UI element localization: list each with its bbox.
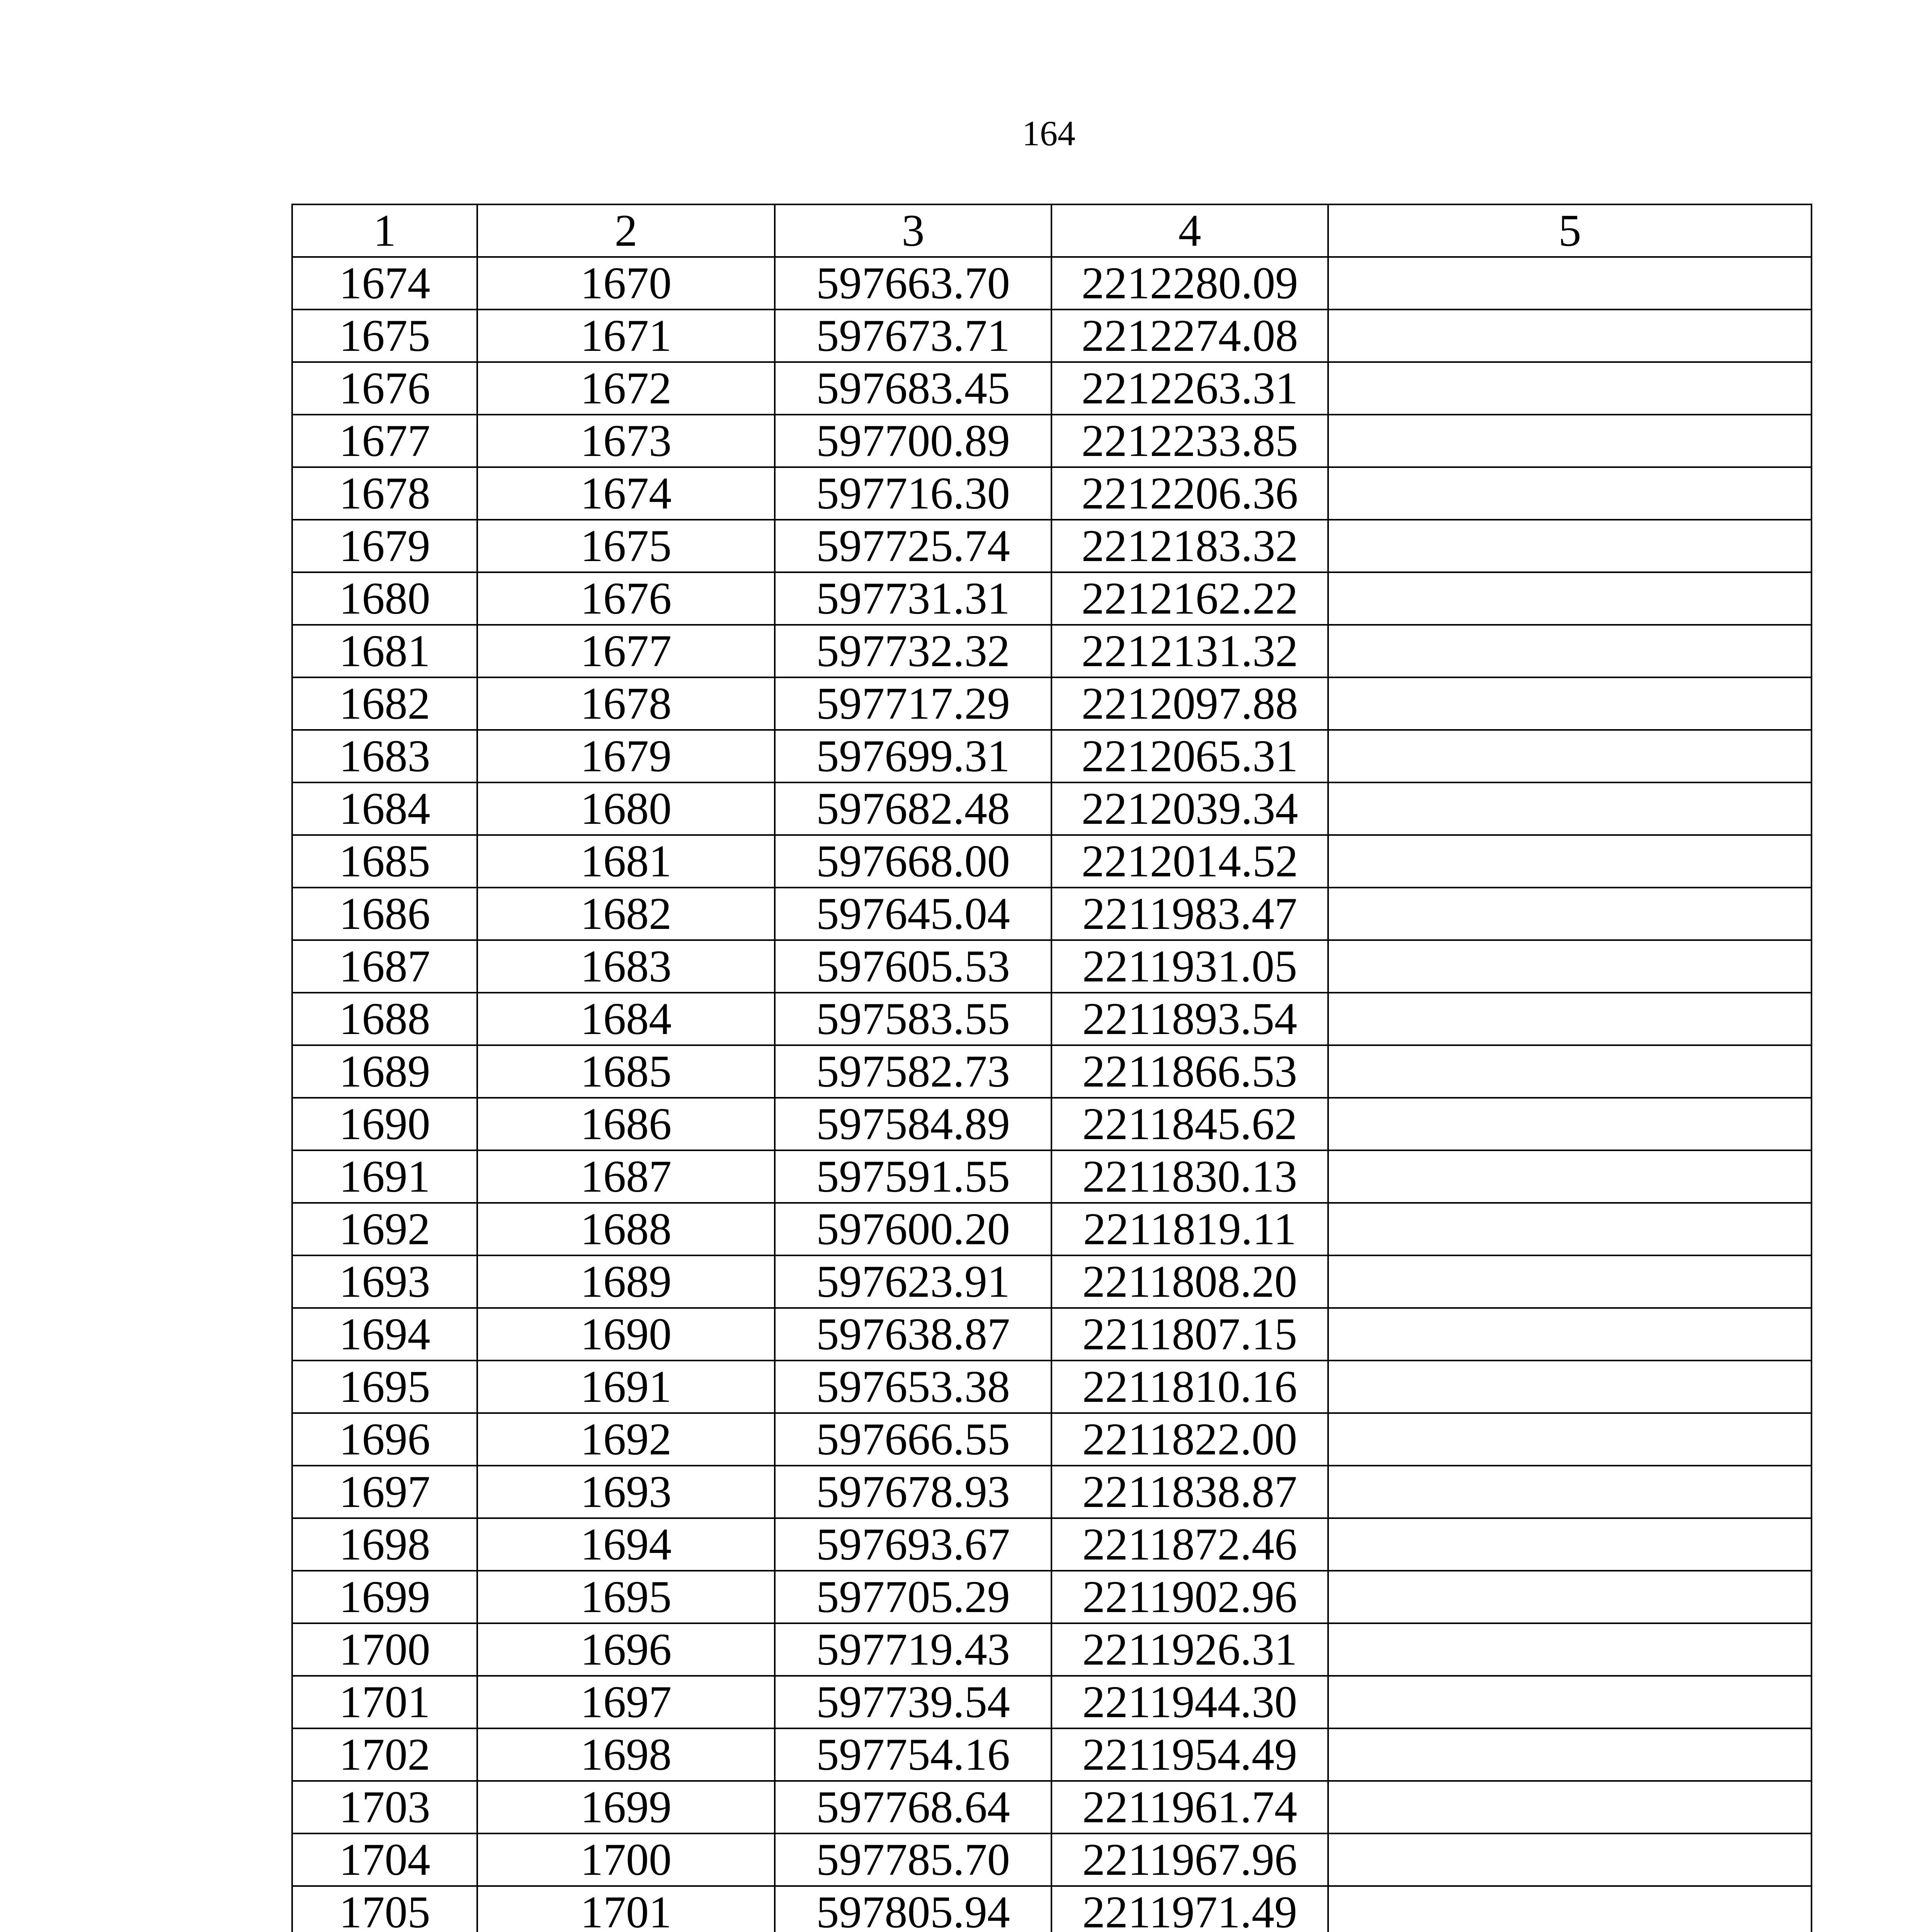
table-cell: 1702 [292, 1728, 477, 1781]
table-cell: 2211893.54 [1051, 993, 1328, 1045]
table-cell: 2212263.31 [1051, 362, 1328, 415]
table-cell: 2211866.53 [1051, 1045, 1328, 1098]
table-cell: 1704 [292, 1833, 477, 1886]
table-cell [1328, 1781, 1812, 1833]
table-cell: 2212274.08 [1051, 310, 1328, 362]
table-cell: 597805.94 [775, 1886, 1051, 1932]
table-cell: 1683 [477, 940, 775, 993]
table-row [292, 1571, 1812, 1623]
table-row [292, 677, 1812, 730]
table-header-row [292, 204, 1812, 257]
table-row [292, 1098, 1812, 1150]
table-cell [1328, 257, 1812, 310]
table-cell: 2212183.32 [1051, 520, 1328, 572]
table-cell: 1696 [477, 1623, 775, 1676]
table-row [292, 1308, 1812, 1361]
table-cell: 2212097.88 [1051, 677, 1328, 730]
table-row [292, 1255, 1812, 1308]
table-cell [1328, 467, 1812, 520]
table-cell: 2211967.96 [1051, 1833, 1328, 1886]
column-header: 3 [775, 204, 1051, 257]
table-cell [1328, 362, 1812, 415]
table-row [292, 993, 1812, 1045]
table-row [292, 940, 1812, 993]
table-cell [1328, 1203, 1812, 1255]
table-cell: 1671 [477, 310, 775, 362]
table-cell: 2211808.20 [1051, 1255, 1328, 1308]
table-cell: 1699 [477, 1781, 775, 1833]
table-row [292, 257, 1812, 310]
table-cell: 1691 [292, 1150, 477, 1203]
table-row [292, 1728, 1812, 1781]
table-cell [1328, 1045, 1812, 1098]
table-cell: 597699.31 [775, 730, 1051, 782]
table-cell: 1688 [477, 1203, 775, 1255]
table-cell: 1694 [477, 1518, 775, 1571]
table-cell [1328, 835, 1812, 888]
table-cell: 2211830.13 [1051, 1150, 1328, 1203]
table-cell: 597582.73 [775, 1045, 1051, 1098]
table-cell: 597666.55 [775, 1413, 1051, 1466]
table-cell [1328, 1518, 1812, 1571]
table-cell: 597673.71 [775, 310, 1051, 362]
table-cell: 2212280.09 [1051, 257, 1328, 310]
table-cell: 597705.29 [775, 1571, 1051, 1623]
table-cell [1328, 1728, 1812, 1781]
table-cell: 597605.53 [775, 940, 1051, 993]
table-cell: 597717.29 [775, 677, 1051, 730]
table-cell: 2211822.00 [1051, 1413, 1328, 1466]
table-cell: 2211961.74 [1051, 1781, 1328, 1833]
table-cell: 597682.48 [775, 782, 1051, 835]
table-cell: 1701 [477, 1886, 775, 1932]
table-cell: 597693.67 [775, 1518, 1051, 1571]
table-row [292, 1150, 1812, 1203]
table-row [292, 730, 1812, 782]
table-cell: 1677 [477, 625, 775, 677]
table-cell [1328, 888, 1812, 940]
column-header: 2 [477, 204, 775, 257]
table-cell [1328, 520, 1812, 572]
table-cell: 1699 [292, 1571, 477, 1623]
table-cell: 2211944.30 [1051, 1676, 1328, 1728]
table-cell: 1687 [292, 940, 477, 993]
table-cell: 2211926.31 [1051, 1623, 1328, 1676]
table-cell: 2212233.85 [1051, 415, 1328, 467]
table-cell: 2211845.62 [1051, 1098, 1328, 1150]
table-cell: 1674 [292, 257, 477, 310]
table-row [292, 1203, 1812, 1255]
table-cell: 597732.32 [775, 625, 1051, 677]
table-cell: 597719.43 [775, 1623, 1051, 1676]
table-cell: 2212065.31 [1051, 730, 1328, 782]
table-cell: 1690 [292, 1098, 477, 1150]
table-cell [1328, 1255, 1812, 1308]
table-cell: 1673 [477, 415, 775, 467]
table-cell: 1691 [477, 1361, 775, 1413]
table-row [292, 1361, 1812, 1413]
table-cell: 1686 [292, 888, 477, 940]
table-cell: 2211902.96 [1051, 1571, 1328, 1623]
table-cell: 597638.87 [775, 1308, 1051, 1361]
table-cell: 597623.91 [775, 1255, 1051, 1308]
table-cell: 597645.04 [775, 888, 1051, 940]
table-cell: 1695 [477, 1571, 775, 1623]
table-row [292, 1676, 1812, 1728]
table-cell: 597700.89 [775, 415, 1051, 467]
table-cell: 1696 [292, 1413, 477, 1466]
table-cell [1328, 1150, 1812, 1203]
table-cell: 2212162.22 [1051, 572, 1328, 625]
table-cell: 2211983.47 [1051, 888, 1328, 940]
table-row [292, 362, 1812, 415]
table-cell: 1670 [477, 257, 775, 310]
table-cell [1328, 1676, 1812, 1728]
table-cell: 597731.31 [775, 572, 1051, 625]
table-cell: 1676 [292, 362, 477, 415]
table-cell: 2211971.49 [1051, 1886, 1328, 1932]
table-cell: 597591.55 [775, 1150, 1051, 1203]
table-cell [1328, 1361, 1812, 1413]
table-cell: 1693 [477, 1466, 775, 1518]
table-cell: 597754.16 [775, 1728, 1051, 1781]
table-cell [1328, 1571, 1812, 1623]
table-cell: 1698 [292, 1518, 477, 1571]
table-cell: 1690 [477, 1308, 775, 1361]
table-row [292, 782, 1812, 835]
table-cell: 597653.38 [775, 1361, 1051, 1413]
table-cell: 1684 [477, 993, 775, 1045]
table-cell: 597683.45 [775, 362, 1051, 415]
table-cell: 1681 [477, 835, 775, 888]
table-cell: 1679 [477, 730, 775, 782]
table-cell: 1695 [292, 1361, 477, 1413]
column-header: 4 [1051, 204, 1328, 257]
table-cell: 1697 [477, 1676, 775, 1728]
table-cell [1328, 730, 1812, 782]
table-cell [1328, 310, 1812, 362]
table-cell: 2211807.15 [1051, 1308, 1328, 1361]
table-cell: 2211838.87 [1051, 1466, 1328, 1518]
table-cell [1328, 572, 1812, 625]
table-cell: 1683 [292, 730, 477, 782]
table-row [292, 1518, 1812, 1571]
table-cell: 597678.93 [775, 1466, 1051, 1518]
table-cell: 597600.20 [775, 1203, 1051, 1255]
table-cell [1328, 1623, 1812, 1676]
table-cell: 1677 [292, 415, 477, 467]
table-cell [1328, 1466, 1812, 1518]
table-cell: 1675 [477, 520, 775, 572]
table-cell: 1694 [292, 1308, 477, 1361]
table-cell: 1700 [477, 1833, 775, 1886]
table-cell: 1698 [477, 1728, 775, 1781]
table-row [292, 1833, 1812, 1886]
table-cell: 597739.54 [775, 1676, 1051, 1728]
table-row [292, 415, 1812, 467]
table-cell: 1679 [292, 520, 477, 572]
table-row [292, 572, 1812, 625]
table-row [292, 888, 1812, 940]
table-cell: 1705 [292, 1886, 477, 1932]
table-row [292, 310, 1812, 362]
table-cell: 1681 [292, 625, 477, 677]
coordinates-table [291, 204, 1812, 1932]
table-cell: 1687 [477, 1150, 775, 1203]
table-cell: 2211810.16 [1051, 1361, 1328, 1413]
table-cell [1328, 1308, 1812, 1361]
table-cell [1328, 415, 1812, 467]
table-cell: 1697 [292, 1466, 477, 1518]
table-body [292, 257, 1812, 1932]
table-cell: 597725.74 [775, 520, 1051, 572]
table-cell: 1675 [292, 310, 477, 362]
table-cell [1328, 993, 1812, 1045]
table-cell: 2211819.11 [1051, 1203, 1328, 1255]
table-cell: 1678 [292, 467, 477, 520]
table-cell: 597583.55 [775, 993, 1051, 1045]
table-row [292, 520, 1812, 572]
table-cell: 1692 [477, 1413, 775, 1466]
table-cell: 1689 [292, 1045, 477, 1098]
table-row [292, 1413, 1812, 1466]
table-cell [1328, 1833, 1812, 1886]
table-cell: 1680 [292, 572, 477, 625]
table-cell: 1674 [477, 467, 775, 520]
table-cell: 2211954.49 [1051, 1728, 1328, 1781]
table-cell: 597785.70 [775, 1833, 1051, 1886]
table-cell: 597663.70 [775, 257, 1051, 310]
table-cell: 2211872.46 [1051, 1518, 1328, 1571]
table-cell: 1678 [477, 677, 775, 730]
column-header: 5 [1328, 204, 1812, 257]
table-cell [1328, 1886, 1812, 1932]
table-cell: 1685 [477, 1045, 775, 1098]
table-cell: 1680 [477, 782, 775, 835]
table-row [292, 1886, 1812, 1932]
table-cell: 1676 [477, 572, 775, 625]
table-cell: 1688 [292, 993, 477, 1045]
page-number: 164 [1022, 114, 1075, 153]
table-row [292, 467, 1812, 520]
table-cell: 2211931.05 [1051, 940, 1328, 993]
column-header: 1 [292, 204, 477, 257]
table-cell: 1693 [292, 1255, 477, 1308]
table-cell: 1672 [477, 362, 775, 415]
table-cell: 1684 [292, 782, 477, 835]
table-row [292, 1623, 1812, 1676]
table-cell: 2212039.34 [1051, 782, 1328, 835]
table-cell: 1682 [477, 888, 775, 940]
table-cell: 597584.89 [775, 1098, 1051, 1150]
table-cell [1328, 677, 1812, 730]
table-cell [1328, 782, 1812, 835]
table-cell: 597716.30 [775, 467, 1051, 520]
table-cell: 1701 [292, 1676, 477, 1728]
table-cell: 2212131.32 [1051, 625, 1328, 677]
table-cell [1328, 940, 1812, 993]
table-cell: 1686 [477, 1098, 775, 1150]
table-cell [1328, 625, 1812, 677]
table-cell: 1682 [292, 677, 477, 730]
table-cell: 2212206.36 [1051, 467, 1328, 520]
table-cell: 1685 [292, 835, 477, 888]
table-row [292, 1045, 1812, 1098]
table-row [292, 1781, 1812, 1833]
table-row [292, 625, 1812, 677]
table-cell: 1689 [477, 1255, 775, 1308]
table-cell [1328, 1413, 1812, 1466]
table-cell: 597668.00 [775, 835, 1051, 888]
table-cell [1328, 1098, 1812, 1150]
table-cell: 1692 [292, 1203, 477, 1255]
table-row [292, 1466, 1812, 1518]
table-row [292, 835, 1812, 888]
table-cell: 597768.64 [775, 1781, 1051, 1833]
table-cell: 1703 [292, 1781, 477, 1833]
table-cell: 2212014.52 [1051, 835, 1328, 888]
table-cell: 1700 [292, 1623, 477, 1676]
